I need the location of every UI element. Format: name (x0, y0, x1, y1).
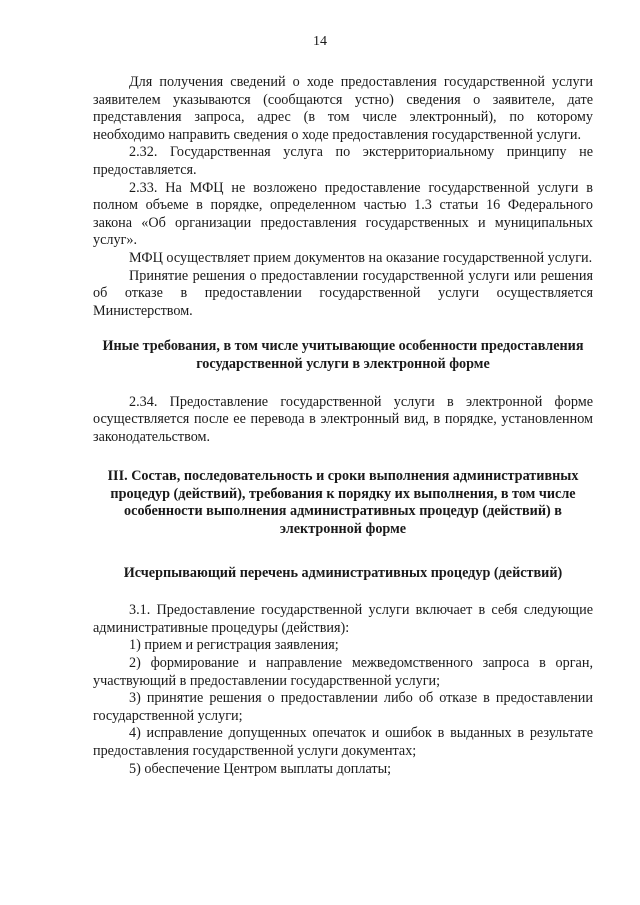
paragraph-decision-ministry: Принятие решения о предоставлении государственной услуги или решения об отказе в предоставлении государственной услуги осуществляется Министерством. (93, 267, 593, 319)
paragraph-mfc-intake: МФЦ осуществляет прием документов на оказание государственной услуги. (129, 249, 593, 266)
procedure-item-1: 1) прием и регистрация заявления; (129, 637, 339, 654)
heading-other-requirements: Иные требования, в том числе учитывающие особенности предоставления государственной услуги в электронной форме (102, 338, 584, 372)
paragraph-2-33: 2.33. На МФЦ не возложено предоставление государственной услуги в полном объеме в порядке, определенном частью 1.3 статьи 16 Федерального закона «Об организации предоставления государственных и муниципальных услуг». (93, 179, 593, 249)
heading-procedures-list: Исчерпывающий перечень административных процедур (действий) (123, 564, 563, 581)
paragraph-2-32: 2.32. Государственная услуга по экстерриториальному принципу не предоставляется. (93, 144, 593, 178)
heading-section-3: III. Состав, последовательность и сроки выполнения административных процедур (действий), требования к порядку их выполнения, в том числе особенности выполнения административных процедур (действий) в электронной форме (107, 468, 579, 538)
procedure-item-2: 2) формирование и направление межведомственного запроса в орган, участвующий в предоставлении государственной услуги; (93, 655, 593, 689)
document-body (93, 74, 593, 778)
paragraph-2-34: 2.34. Предоставление государственной услуги в электронной форме осуществляется после ее перевода в электронный вид, в порядке, установленном законодательством. (93, 393, 593, 445)
procedure-item-3: 3) принятие решения о предоставлении либо об отказе в предоставлении государственной услуги; (93, 690, 593, 724)
paragraph-3-1: 3.1. Предоставление государственной услуги включает в себя следующие административные процедуры (действия): (93, 602, 593, 636)
paragraph-info-request: Для получения сведений о ходе предоставления государственной услуги заявителем указываются (сообщаются устно) сведения о заявителе, дате представления запроса, адрес (в том числе электронный), по которому необходимо направить сведения о ходе предоставления государственной услуги. (93, 74, 593, 143)
procedure-item-5: 5) обеспечение Центром выплаты доплаты; (129, 760, 392, 777)
procedure-item-4: 4) исправление допущенных опечаток и ошибок в выданных в результате предоставления государственной услуги документах; (93, 725, 593, 759)
page-number: 14 (313, 34, 327, 49)
